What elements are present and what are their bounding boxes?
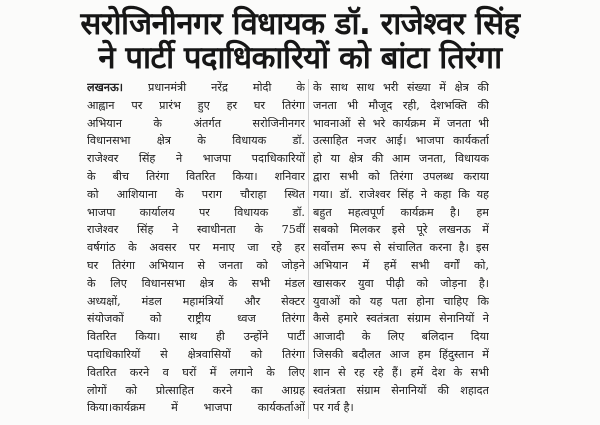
article-line: खासकर युवा पीढ़ी को जोड़ना है। <box>313 276 489 290</box>
article-line: किया।कार्यक्रम में भाजपा कार्यकर्ताओं <box>87 401 305 415</box>
article-line: वितरित किया। साथ ही उन्होंने पार्टी <box>87 330 305 344</box>
article-line: अभियान में हमें सभी वर्गों को, <box>313 258 489 272</box>
article-line: गया। डॉ. राजेश्वर सिंह ने कहा कि यह <box>313 187 489 201</box>
headline-line-1: सरोजिनीनगर विधायक डॉ. राजेश्वर सिंह <box>80 6 520 42</box>
article-line: जिसकी बदौलत आज हम हिंदुस्तान में <box>313 347 489 361</box>
article-line: आजादी के लिए बलिदान दिया <box>313 330 489 344</box>
article-line: वितरित करने व घरों में लगाने के लिए <box>87 365 305 379</box>
article-column-left <box>87 79 305 417</box>
article-line: आह्वान पर प्रारंभ हुए हर घर तिरंगा <box>87 98 305 112</box>
article-line: कैसे हमारे स्वतंत्रता संग्राम सेनानियों ने <box>313 312 489 326</box>
article-line: के बीच तिरंगा वितरित किया। शनिवार <box>87 169 305 183</box>
article-line: द्वारा सभी को तिरंगा उपलब्ध कराया <box>313 169 489 183</box>
article-line-text: प्रधानमंत्री नरेंद्र मोदी के <box>122 81 305 94</box>
article-line: अभियान के अंतर्गत सरोजिनीनगर <box>87 116 305 130</box>
article-line: भाजपा कार्यालय पर विधायक डॉ. <box>87 205 305 219</box>
article-line: विधानसभा क्षेत्र के विधायक डॉ. <box>87 134 305 148</box>
article-line: उत्साहित नजर आई। भाजपा कार्यकर्ता <box>313 134 489 148</box>
article-line: सर्वोत्तम रूप से संचालित करना है। इस <box>313 241 489 255</box>
article-line: शान से रह रहे हैं। हमें देश के सभी <box>313 365 489 379</box>
article-line: वर्षगांठ के अवसर पर मनाए जा रहे हर <box>87 241 305 255</box>
article-line: सबको मिलकर इसे पूरे लखनऊ में <box>313 223 489 237</box>
article-line: लोगों को प्रोत्साहित करने का आग्रह <box>87 383 305 397</box>
article-line <box>87 79 305 97</box>
article-line: भावनाओं से भरे कार्यक्रम में जनता भी <box>313 116 489 130</box>
article-line: जनता भी मौजूद रही, देशभक्ति की <box>313 98 489 112</box>
article-line: अध्यक्षों, मंडल महामंत्रियों और सेक्टर <box>87 294 305 308</box>
article-line: को आशियाना के पराग चौराहा स्थित <box>87 187 305 201</box>
article-line: घर तिरंगा अभियान से जनता को जोड़ने <box>87 258 305 272</box>
headline-line-2: ने पार्टी पदाधिकारियों को बांटा तिरंगा <box>98 40 502 76</box>
article-line: राजेश्वर सिंह ने स्वाधीनता के 75वीं <box>87 223 305 237</box>
article-line: बहुत महत्वपूर्ण कार्यक्रम है। हम <box>313 205 489 219</box>
article-column-right <box>313 79 489 417</box>
article-line: संयोजकों को राष्ट्रीय ध्वज तिरंगा <box>87 312 305 326</box>
article-line: स्वतंत्रता संग्राम सेनानियों की शहादत <box>313 383 489 397</box>
article-line: राजेश्वर सिंह ने भाजपा पदाधिकारियों <box>87 152 305 166</box>
dateline: लखनऊ। <box>87 81 123 94</box>
article-line: हो या क्षेत्र की आम जनता, विधायक <box>313 152 489 166</box>
article-line: युवाओं को यह पता होना चाहिए कि <box>313 294 489 308</box>
article-line: पदाधिकारियों से क्षेत्रवासियों को तिरंगा <box>87 347 305 361</box>
article-line: के लिए विधानसभा क्षेत्र के सभी मंडल <box>87 276 305 290</box>
column-divider <box>308 79 309 419</box>
article-line: पर गर्व है। <box>313 401 354 415</box>
article-line: के साथ साथ भरी संख्या में क्षेत्र की <box>313 81 489 94</box>
